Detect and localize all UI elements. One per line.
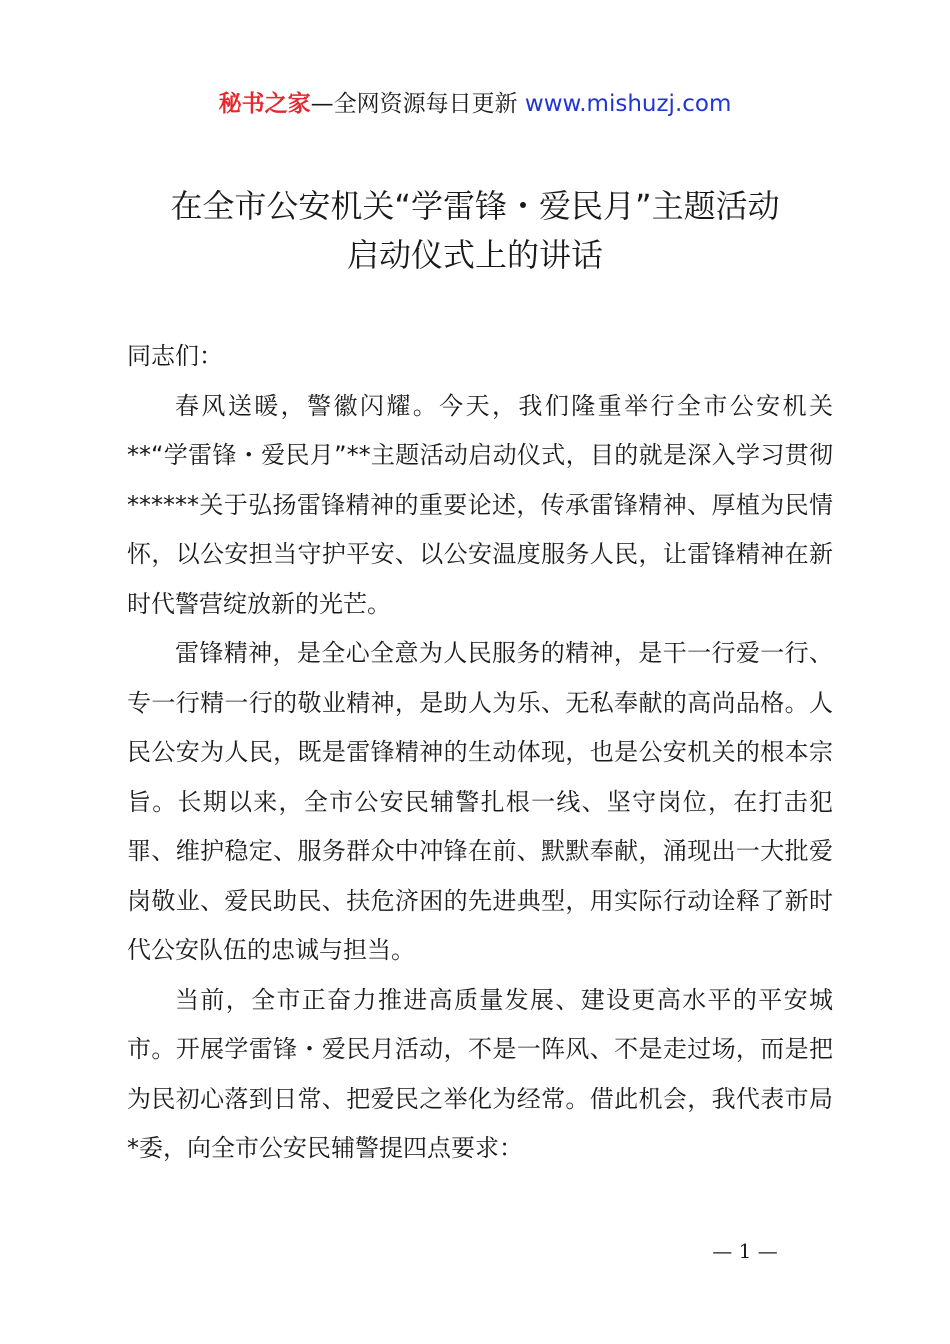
document-body: [127, 332, 833, 1174]
paragraph-1: 春风送暖，警徽闪耀。今天，我们隆重举行全市公安机关**“学雷锋・爱民月”**主题活动启动仪式，目的就是深入学习贯彻******关于弘扬雷锋精神的重要论述，传承雷锋精神、厚植为民情怀，以公安担当守护平安、以公安温度服务人民，让雷锋精神在新时代警营绽放新的光芒。: [127, 391, 833, 618]
salutation: 同志们：: [127, 342, 223, 370]
page-number: — 1 —: [712, 1239, 778, 1263]
site-url-link[interactable]: www.mishuzj.com: [524, 91, 732, 117]
title-line-1: 在全市公安机关“学雷锋・爱民月”主题活动: [170, 187, 780, 225]
title-line-2: 启动仪式上的讲话: [346, 236, 603, 274]
header-tagline: —全网资源每日更新: [310, 91, 518, 117]
paragraph-2: 雷锋精神，是全心全意为人民服务的精神，是干一行爱一行、专一行精一行的敬业精神，是助人为乐、无私奉献的高尚品格。人民公安为人民，既是雷锋精神的生动体现，也是公安机关的根本宗旨。长期以来，全市公安民辅警扎根一线、坚守岗位，在打击犯罪、维护稳定、服务群众中冲锋在前、默默奉献，涌现出一大批爱岗敬业、爱民助民、扶危济困的先进典型，用实际行动诠释了新时代公安队伍的忠诚与担当。: [127, 639, 833, 964]
brand-name: 秘书之家: [218, 91, 311, 117]
paragraph-3: 当前，全市正奋力推进高质量发展、建设更高水平的平安城市。开展学雷锋・爱民月活动，不是一阵风、不是走过场，而是把为民初心落到日常、把爱民之举化为经常。借此机会，我代表市局*委，向全市公安民辅警提四点要求：: [127, 985, 833, 1162]
document-title: [0, 182, 950, 280]
site-header: [0, 86, 950, 122]
